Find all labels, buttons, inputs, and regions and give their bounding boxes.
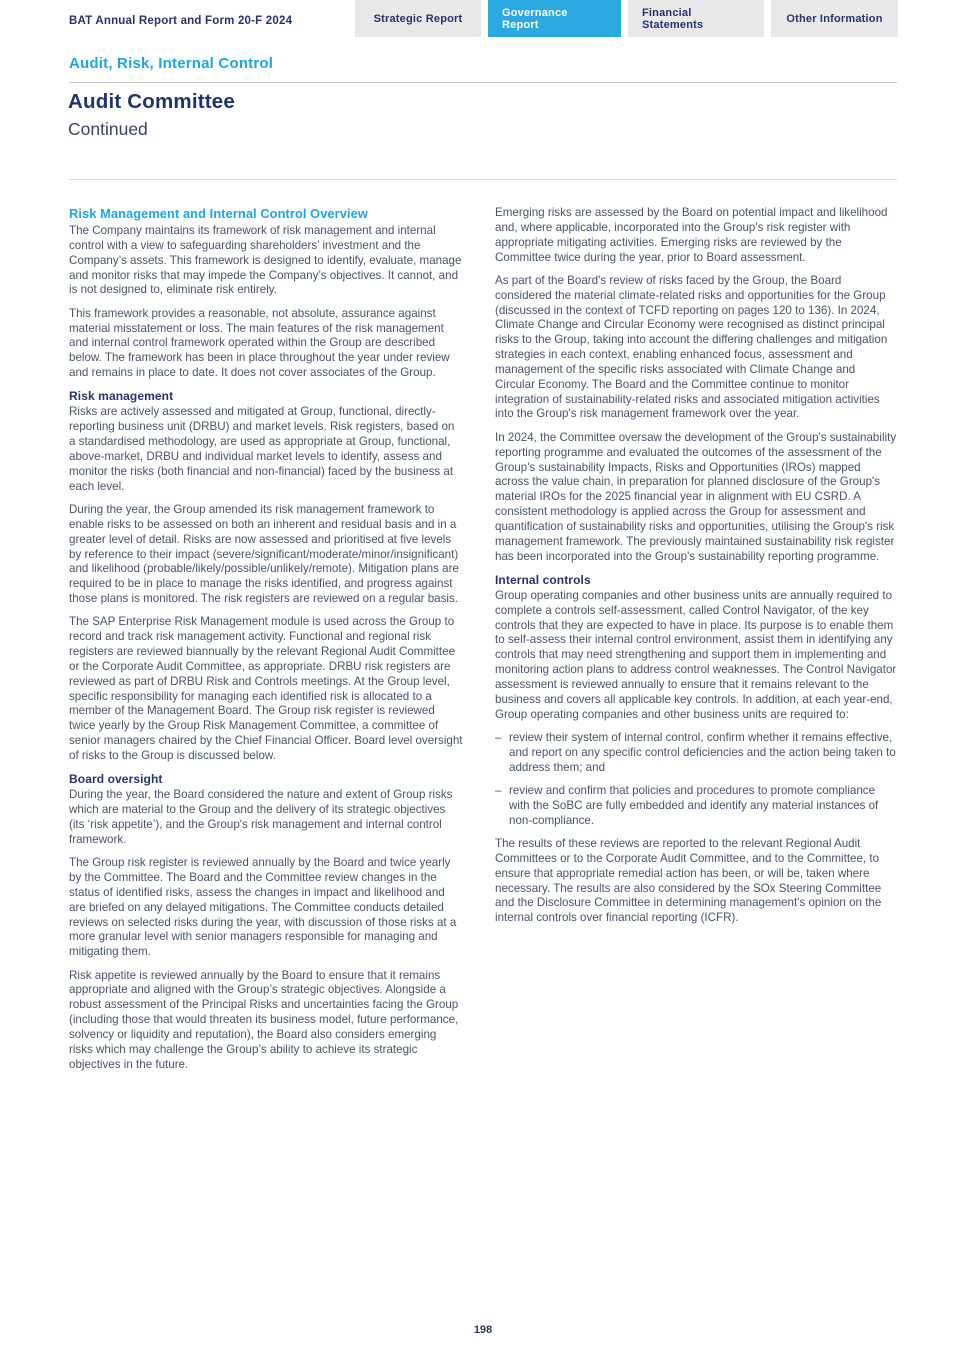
bullet-item	[495, 784, 897, 829]
section-label: Audit, Risk, Internal Control	[69, 55, 274, 72]
paragraph: The results of these reviews are reported to the relevant Regional Audit Committees or to the Corporate Audit Committee, and to the Committee, to ensure that appropriate remedial action has been, or will be, taken where necessary. The results are also considered by the SOx Steering Committee and the Disclosure Committee in determining management's opinion on the internal controls over financial reporting (ICFR).	[495, 837, 882, 925]
internal-controls-subheading: Internal controls	[495, 572, 591, 587]
paragraph: Risk appetite is reviewed annually by the Board to ensure that it remains appropriate and aligned with the Group’s strategic objectives. Alongside a robust assessment of the Principal Risks and uncertainties facing the Group (including those that would threaten its business model, future performance, solvency or liquidity and reputation), the Board also considers emerging risks which may challenge the Group’s ability to achieve its strategic objectives in the future.	[69, 968, 459, 1071]
right-column	[495, 206, 897, 1081]
page-title: Audit Committee	[68, 90, 235, 113]
tab-other-information[interactable]: Other Information	[771, 0, 898, 37]
bullet-text: review and confirm that policies and procedures to promote compliance with the SoBC are fully embedded and identify any material instances of non-compliance.	[509, 784, 879, 827]
bullet-text: review their system of internal control, confirm whether it remains effective, and report on any specific control deficiencies and the action being taken to address them; and	[509, 731, 896, 774]
bullet-dash: –	[495, 731, 502, 744]
report-title: BAT Annual Report and Form 20-F 2024	[69, 15, 293, 27]
bullet-dash: –	[495, 784, 502, 798]
page-subtitle: Continued	[68, 119, 148, 139]
paragraph: The Company maintains its framework of risk management and internal control with a view to safeguarding shareholders’ investment and the Company’s assets. This framework is designed to identify, evaluate, manage and monitor risks that may impede the Company’s objectives. It cannot, and is not designed to, eliminate risk entirely.	[69, 224, 462, 297]
paragraph: Risks are actively assessed and mitigated at Group, functional, directly-reporting business unit (DRBU) and market levels. Risk registers, based on a standardised methodology, are used as appropriate at Group, functional, above-market, DRBU and individual market levels to identify, assess and monitor the risks (both financial and non-financial) faced by the business at each level.	[69, 405, 455, 493]
paragraph: During the year, the Board considered the nature and extent of Group risks which are material to the Group and the delivery of its strategic objectives (its ‘risk appetite’), and the Group's risk management and internal control framework.	[69, 788, 453, 846]
divider	[69, 179, 897, 180]
paragraph: During the year, the Group amended its risk management framework to enable risks to be assessed on both an inherent and residual basis and in a greater level of detail. Risks are now assessed and prioritised at five levels by reference to their impact (severe/significant/moderate/minor/insignificant) and likelihood (probable/likely/possible/unlikely/remote). Mitigation plans are required to be in place to manage the risks identified, and progress against those plans is monitored. The risk registers are reviewed on a regular basis.	[69, 503, 459, 606]
left-column	[69, 206, 463, 1081]
paragraph: The SAP Enterprise Risk Management module is used across the Group to record and track risk management activity. Functional and regional risk registers are reviewed biannually by the relevant Regional Audit Committee or the Corporate Audit Committee, as appropriate. DRBU risk registers are reviewed as part of DRBU Risk and Controls meetings. At the Group level, specific responsibility for managing each identified risk is allocated to a member of the Management Board. The Group risk register is reviewed twice yearly by the Group Risk Management Committee, a committee of senior managers chaired by the Chief Financial Officer. Board level oversight of risks to the Group is discussed below.	[69, 615, 463, 762]
risk-management-subheading: Risk management	[69, 389, 174, 404]
paragraph: Emerging risks are assessed by the Board on potential impact and likelihood and, where applicable, incorporated into the Group's risk register with appropriate mitigating activities. Emerging risks are reviewed by the Committee twice during the year, prior to Board assessment.	[495, 206, 888, 264]
overview-heading: Risk Management and Internal Control Overview	[69, 206, 368, 221]
paragraph: As part of the Board's review of risks faced by the Group, the Board considered the material climate-related risks and opportunities for the Group (discussed in the context of TCFD reporting on pages 120 to 136). In 2024, Climate Change and Circular Economy were recognised as distinct principal risks to the Group, taking into account the differing challenges and mitigation strategies in each context, enabling enhanced focus, assessment and management of the specific risks associated with Climate Change and Circular Economy. The Board and the Committee continue to monitor integration of sustainability-related risks and associated mitigation activities into the Group's risk management framework over the year.	[495, 273, 888, 421]
bullet-item	[495, 731, 897, 776]
board-oversight-subheading: Board oversight	[69, 772, 163, 787]
tab-strategic-report[interactable]: Strategic Report	[355, 0, 481, 37]
tab-financial-statements[interactable]: Financial Statements	[628, 0, 764, 37]
paragraph: The Group risk register is reviewed annually by the Board and twice yearly by the Committee. The Board and the Committee review changes in the status of identified risks, assess the changes in impact and likelihood and are briefed on any delayed mitigations. The Committee conducts detailed reviews on selected risks during the year, with discussion of those risks at a more granular level with senior managers responsible for managing and mitigating them.	[69, 856, 457, 959]
content-columns	[69, 206, 897, 1081]
section-tabs	[355, 0, 898, 37]
paragraph: In 2024, the Committee oversaw the development of the Group's sustainability reporting programme and evaluated the outcomes of the assessment of the Group's sustainability Impacts, Risks and Opportunities (IROs) mapped across the value chain, in preparation for planned disclosure of the Group's material IROs for the 2025 financial year in alignment with EU CSRD. A consistent methodology is applied across the Group for assessment and quantification of sustainability risks and opportunities, utilising the Group's risk management framework. The previously maintained sustainability risk register has been incorporated into the Group's sustainability reporting programme.	[495, 430, 897, 563]
tab-governance-report[interactable]: Governance Report	[488, 0, 621, 37]
divider	[69, 82, 897, 83]
paragraph: Group operating companies and other business units are annually required to complete a controls self-assessment, called Control Navigator, of the key controls that they are expected to have in place. Its purpose is to enable them to self-assess their internal control environment, assist them in identifying any controls that may need strengthening and support them in implementing and monitoring action plans to address control weaknesses. The Control Navigator assessment is reviewed annually to ensure that it remains relevant to the business and covers all applicable key controls. In addition, at each year-end, Group operating companies and other business units are required to:	[495, 588, 897, 721]
page-number: 198	[473, 1324, 493, 1336]
paragraph: This framework provides a reasonable, not absolute, assurance against material misstatement or loss. The main features of the risk management and internal control framework operated within the Group are described below. The framework has been in place throughout the year under review and remains in place to date. It does not cover associates of the Group.	[69, 306, 450, 380]
